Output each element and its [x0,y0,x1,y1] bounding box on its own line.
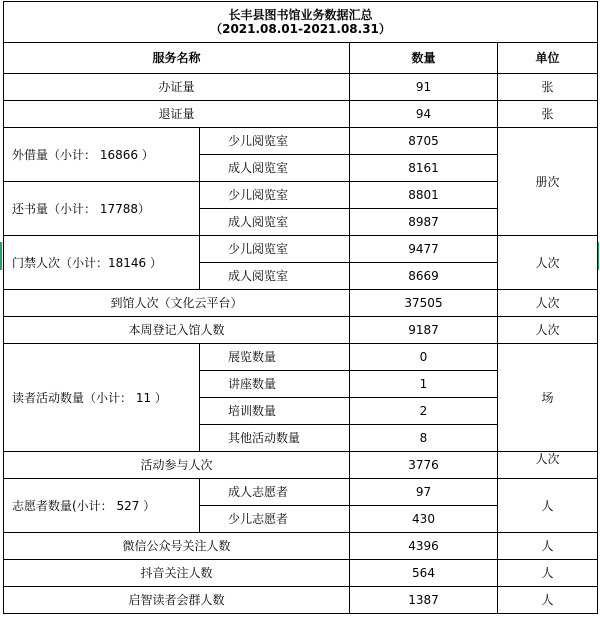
row-value-return-children[interactable]: 8801 [350,182,498,209]
row-label-wechat[interactable]: 微信公众号关注人数 [4,533,350,560]
row-value-visits[interactable]: 37505 [350,290,498,317]
row-value-child-volunteers[interactable]: 430 [350,506,498,533]
row-sub-gate-adult[interactable]: 成人阅览室 [200,263,350,290]
row-sub-borrow-adult[interactable]: 成人阅览室 [200,155,350,182]
table-row [4,74,598,101]
header-count[interactable]: 数量 [350,43,498,74]
row-sub-return-adult[interactable]: 成人阅览室 [200,209,350,236]
table-row [4,236,598,263]
table-row [4,560,598,587]
row-label-banzheng[interactable]: 办证量 [4,74,350,101]
row-value-participants[interactable]: 3776 [350,452,498,479]
row-value-adult-volunteers[interactable]: 97 [350,479,498,506]
row-sub-lectures[interactable]: 讲座数量 [200,371,350,398]
row-value-weekly[interactable]: 9187 [350,317,498,344]
row-sub-exhibitions[interactable]: 展览数量 [200,344,350,371]
table-title[interactable] [4,2,598,43]
header-unit[interactable]: 单位 [498,43,598,74]
row-label-visits[interactable]: 到馆人次（文化云平台） [4,290,350,317]
row-label-participants[interactable]: 活动参与人次 [4,452,350,479]
row-unit-visits[interactable]: 人次 [498,290,598,317]
row-value-other-activities[interactable]: 8 [350,425,498,452]
table-row [4,587,598,614]
row-value-gate-adult[interactable]: 8669 [350,263,498,290]
table-row [4,128,598,155]
row-label-qizhi[interactable]: 启智读者会群人数 [4,587,350,614]
table-row [4,452,598,479]
table-title-line2: （2021.08.01-2021.08.31） [210,22,391,36]
table-row [4,101,598,128]
table-row [4,317,598,344]
row-unit-tuizheng[interactable]: 张 [498,101,598,128]
row-selection-marker-left [0,242,2,270]
row-value-tuizheng[interactable]: 94 [350,101,498,128]
row-label-gate[interactable]: 门禁人次（小计：18146 ） [4,236,200,290]
header-row [4,43,598,74]
row-value-exhibitions[interactable]: 0 [350,344,498,371]
row-unit-wechat[interactable]: 人 [498,533,598,560]
row-label-douyin[interactable]: 抖音关注人数 [4,560,350,587]
row-sub-trainings[interactable]: 培训数量 [200,398,350,425]
table-row [4,533,598,560]
row-unit-douyin[interactable]: 人 [498,560,598,587]
header-service-name[interactable]: 服务名称 [4,43,350,74]
row-unit-books[interactable]: 册次 [498,128,598,236]
row-value-gate-children[interactable]: 9477 [350,236,498,263]
row-value-qizhi[interactable]: 1387 [350,587,498,614]
row-label-return[interactable]: 还书量（小计： 17788） [4,182,200,236]
row-unit-participants[interactable]: 人次 [498,452,598,479]
row-unit-banzheng[interactable]: 张 [498,74,598,101]
table-row [4,479,598,506]
row-sub-gate-children[interactable]: 少儿阅览室 [200,236,350,263]
row-value-douyin[interactable]: 564 [350,560,498,587]
library-summary-table [3,1,598,614]
row-label-borrow[interactable]: 外借量（小计： 16866 ） [4,128,200,182]
row-sub-borrow-children[interactable]: 少儿阅览室 [200,128,350,155]
row-label-tuizheng[interactable]: 退证量 [4,101,350,128]
row-value-wechat[interactable]: 4396 [350,533,498,560]
row-sub-child-volunteers[interactable]: 少儿志愿者 [200,506,350,533]
row-value-return-adult[interactable]: 8987 [350,209,498,236]
row-value-trainings[interactable]: 2 [350,398,498,425]
row-unit-qizhi[interactable]: 人 [498,587,598,614]
row-value-borrow-adult[interactable]: 8161 [350,155,498,182]
row-label-activities[interactable]: 读者活动数量（小计： 11 ） [4,344,200,452]
row-value-banzheng[interactable]: 91 [350,74,498,101]
row-label-volunteers[interactable]: 志愿者数量(小计： 527 ） [4,479,200,533]
row-label-weekly[interactable]: 本周登记入馆人数 [4,317,350,344]
row-sub-other-activities[interactable]: 其他活动数量 [200,425,350,452]
row-unit-weekly[interactable]: 人次 [498,317,598,344]
table-row [4,344,598,371]
row-unit-activities[interactable]: 场 [498,344,598,452]
row-unit-gate[interactable]: 人次 [498,236,598,290]
title-row [4,2,598,43]
table-row [4,290,598,317]
table-title-line1: 长丰县图书馆业务数据汇总 [228,8,373,22]
row-sub-return-children[interactable]: 少儿阅览室 [200,182,350,209]
row-sub-adult-volunteers[interactable]: 成人志愿者 [200,479,350,506]
row-unit-volunteers[interactable]: 人 [498,479,598,533]
row-value-lectures[interactable]: 1 [350,371,498,398]
row-value-borrow-children[interactable]: 8705 [350,128,498,155]
